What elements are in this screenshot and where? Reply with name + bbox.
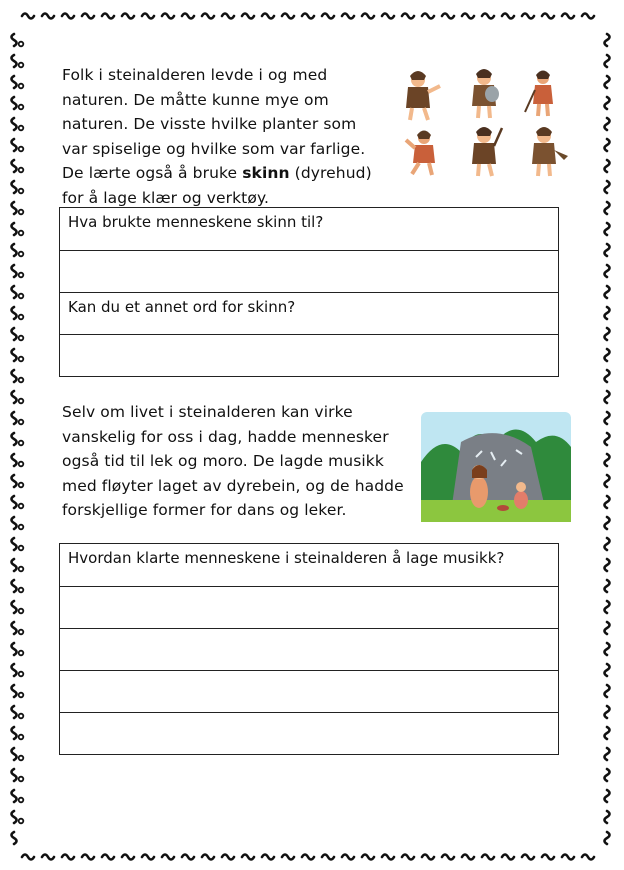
border-squiggle [142,14,154,19]
border-squiggle [202,14,214,19]
border-squiggle [12,580,17,592]
border-squiggle [262,855,274,860]
text-line [62,161,372,186]
border-squiggle [605,412,610,424]
border-squiggle [522,14,534,19]
border-squiggle [605,391,610,403]
border-squiggle [122,855,134,860]
border-squiggle [605,475,610,487]
border-squiggle [342,855,354,860]
border-dot [19,756,24,761]
border-squiggle [142,855,154,860]
music-paragraph [62,400,404,523]
border-dot [19,546,24,551]
border-squiggle [12,748,17,760]
text-fragment: De lærte også å bruke [62,164,243,182]
border-squiggle [302,14,314,19]
border-squiggle [12,790,17,802]
border-squiggle [605,181,610,193]
question-row [60,544,558,586]
question-text: Hva brukte menneskene skinn til? [68,213,324,231]
question-text: Kan du et annet ord for skinn? [68,298,296,316]
border-squiggle [522,855,534,860]
border-squiggle [402,855,414,860]
border-squiggle [605,685,610,697]
border-squiggle [605,496,610,508]
border-dot [19,441,24,446]
border-squiggle [182,855,194,860]
border-squiggle [12,601,17,613]
border-squiggle [12,475,17,487]
border-squiggle [605,76,610,88]
border-squiggle [605,265,610,277]
border-squiggle [562,855,574,860]
border-dot [19,168,24,173]
border-squiggle [605,286,610,298]
border-squiggle [605,433,610,445]
border-squiggle [222,855,234,860]
border-squiggle [605,244,610,256]
answer-line[interactable] [60,334,558,376]
border-squiggle [82,855,94,860]
border-squiggle [422,14,434,19]
border-squiggle [582,14,594,19]
border-dot [19,504,24,509]
border-dot [19,819,24,824]
border-dot [19,357,24,362]
border-squiggle [605,454,610,466]
border-dot [19,189,24,194]
border-dot [19,798,24,803]
text-line: forskjellige former for dans og leker. [62,501,347,519]
border-squiggle [402,14,414,19]
answer-line[interactable] [60,250,558,292]
border-squiggle [605,307,610,319]
border-squiggle [605,664,610,676]
border-squiggle [502,855,514,860]
border-squiggle [12,832,17,844]
border-dot [19,588,24,593]
border-dot [19,630,24,635]
border-dot [19,525,24,530]
border-squiggle [605,139,610,151]
border-squiggle [22,855,34,860]
text-line: var spiselige og hvilke som var farlige. [62,139,366,158]
border-squiggle [542,14,554,19]
border-squiggle [562,14,574,19]
border-squiggle [605,223,610,235]
border-dot [19,84,24,89]
answer-line[interactable] [60,712,558,754]
border-dot [19,294,24,299]
border-squiggle [605,349,610,361]
border-squiggle [482,855,494,860]
cavemen-illustration [398,66,570,178]
border-squiggle [162,14,174,19]
text-line: Folk i steinalderen levde i og med [62,66,328,84]
border-dot [19,315,24,320]
border-squiggle [502,14,514,19]
text-line: Selv om livet i steinalderen kan virke [62,403,353,421]
border-squiggle [605,559,610,571]
border-squiggle [605,622,610,634]
cave-painting-scene-illustration [421,412,571,522]
border-squiggle [262,14,274,19]
question-box-music [59,543,559,755]
border-dot [19,105,24,110]
border-squiggle [12,139,17,151]
border-squiggle [12,286,17,298]
border-squiggle [605,370,610,382]
border-squiggle [605,328,610,340]
border-squiggle [605,769,610,781]
border-squiggle [12,622,17,634]
border-squiggle [482,14,494,19]
border-squiggle [422,855,434,860]
border-squiggle [22,14,34,19]
border-dot [19,126,24,131]
border-squiggle [12,349,17,361]
border-squiggle [162,855,174,860]
border-squiggle [12,706,17,718]
border-squiggle [462,855,474,860]
border-squiggle [605,97,610,109]
border-squiggle [12,664,17,676]
border-squiggle [62,855,74,860]
border-squiggle [605,832,610,844]
border-squiggle [242,14,254,19]
border-squiggle [12,181,17,193]
border-squiggle [302,855,314,860]
border-dot [19,420,24,425]
border-squiggle [605,202,610,214]
border-squiggle [12,160,17,172]
intro-paragraph [62,63,372,210]
border-squiggle [582,855,594,860]
border-squiggle [605,118,610,130]
border-dot [19,273,24,278]
border-squiggle [12,223,17,235]
border-squiggle [282,855,294,860]
border-dot [19,462,24,467]
border-squiggle [605,34,610,46]
border-squiggle [342,14,354,19]
border-squiggle [442,855,454,860]
border-squiggle [382,14,394,19]
answer-line[interactable] [60,586,558,628]
border-dot [19,252,24,257]
border-squiggle [12,265,17,277]
border-squiggle [12,370,17,382]
border-squiggle [605,517,610,529]
text-line: med fløyter laget av dyrebein, og de hadde [62,476,404,495]
border-squiggle [12,202,17,214]
border-squiggle [462,14,474,19]
border-squiggle [605,706,610,718]
border-squiggle [12,391,17,403]
border-squiggle [605,601,610,613]
border-squiggle [322,855,334,860]
text-line: vanskelig for oss i dag, hadde mennesker [62,427,389,446]
border-squiggle [605,160,610,172]
border-dot [19,567,24,572]
border-squiggle [605,811,610,823]
border-dot [19,714,24,719]
border-squiggle [605,538,610,550]
border-squiggle [222,14,234,19]
border-squiggle [282,14,294,19]
border-dot [19,777,24,782]
border-squiggle [362,14,374,19]
border-squiggle [62,14,74,19]
border-squiggle [12,559,17,571]
text-line: naturen. De visste hvilke planter som [62,115,357,133]
border-squiggle [12,727,17,739]
border-squiggle [12,55,17,67]
question-text: Hvordan klarte menneskene i steinalderen å lage musikk? [68,549,505,567]
border-squiggle [12,76,17,88]
answer-line[interactable] [60,670,558,712]
border-squiggle [12,538,17,550]
border-squiggle [605,727,610,739]
border-dot [19,378,24,383]
border-squiggle [122,14,134,19]
question-row [60,292,558,334]
border-dot [19,672,24,677]
border-dot [19,609,24,614]
border-squiggle [42,855,54,860]
border-squiggle [12,307,17,319]
text-line: naturen. De måtte kunne mye om [62,90,329,109]
border-dot [19,651,24,656]
text-fragment: (dyrehud) [289,164,372,182]
border-squiggle [12,643,17,655]
border-squiggle [182,14,194,19]
question-row [60,208,558,250]
text-line: for å lage klær og verktøy. [62,188,270,207]
border-dot [19,231,24,236]
question-box-skinn [59,207,559,377]
border-squiggle [12,685,17,697]
border-dot [19,42,24,47]
border-squiggle [12,244,17,256]
border-dot [19,63,24,68]
border-squiggle [102,14,114,19]
border-dot [19,147,24,152]
border-squiggle [12,118,17,130]
keyword-skinn: skinn [242,164,290,182]
border-squiggle [322,14,334,19]
text-line: også tid til lek og moro. De lagde musikk [62,452,384,470]
border-squiggle [12,433,17,445]
border-squiggle [605,643,610,655]
border-squiggle [202,855,214,860]
border-squiggle [242,855,254,860]
border-dot [19,735,24,740]
border-squiggle [605,790,610,802]
border-squiggle [605,748,610,760]
border-squiggle [102,855,114,860]
border-squiggle [12,34,17,46]
border-squiggle [442,14,454,19]
border-dot [19,399,24,404]
border-dot [19,210,24,215]
border-squiggle [362,855,374,860]
border-squiggle [605,55,610,67]
border-squiggle [12,97,17,109]
border-squiggle [605,580,610,592]
border-dot [19,336,24,341]
border-squiggle [542,855,554,860]
border-squiggle [12,811,17,823]
border-squiggle [12,328,17,340]
border-squiggle [12,412,17,424]
border-dot [19,483,24,488]
border-squiggle [382,855,394,860]
border-squiggle [12,496,17,508]
border-dot [19,693,24,698]
answer-line[interactable] [60,628,558,670]
border-squiggle [82,14,94,19]
border-squiggle [12,769,17,781]
border-squiggle [12,454,17,466]
border-squiggle [42,14,54,19]
border-squiggle [12,517,17,529]
